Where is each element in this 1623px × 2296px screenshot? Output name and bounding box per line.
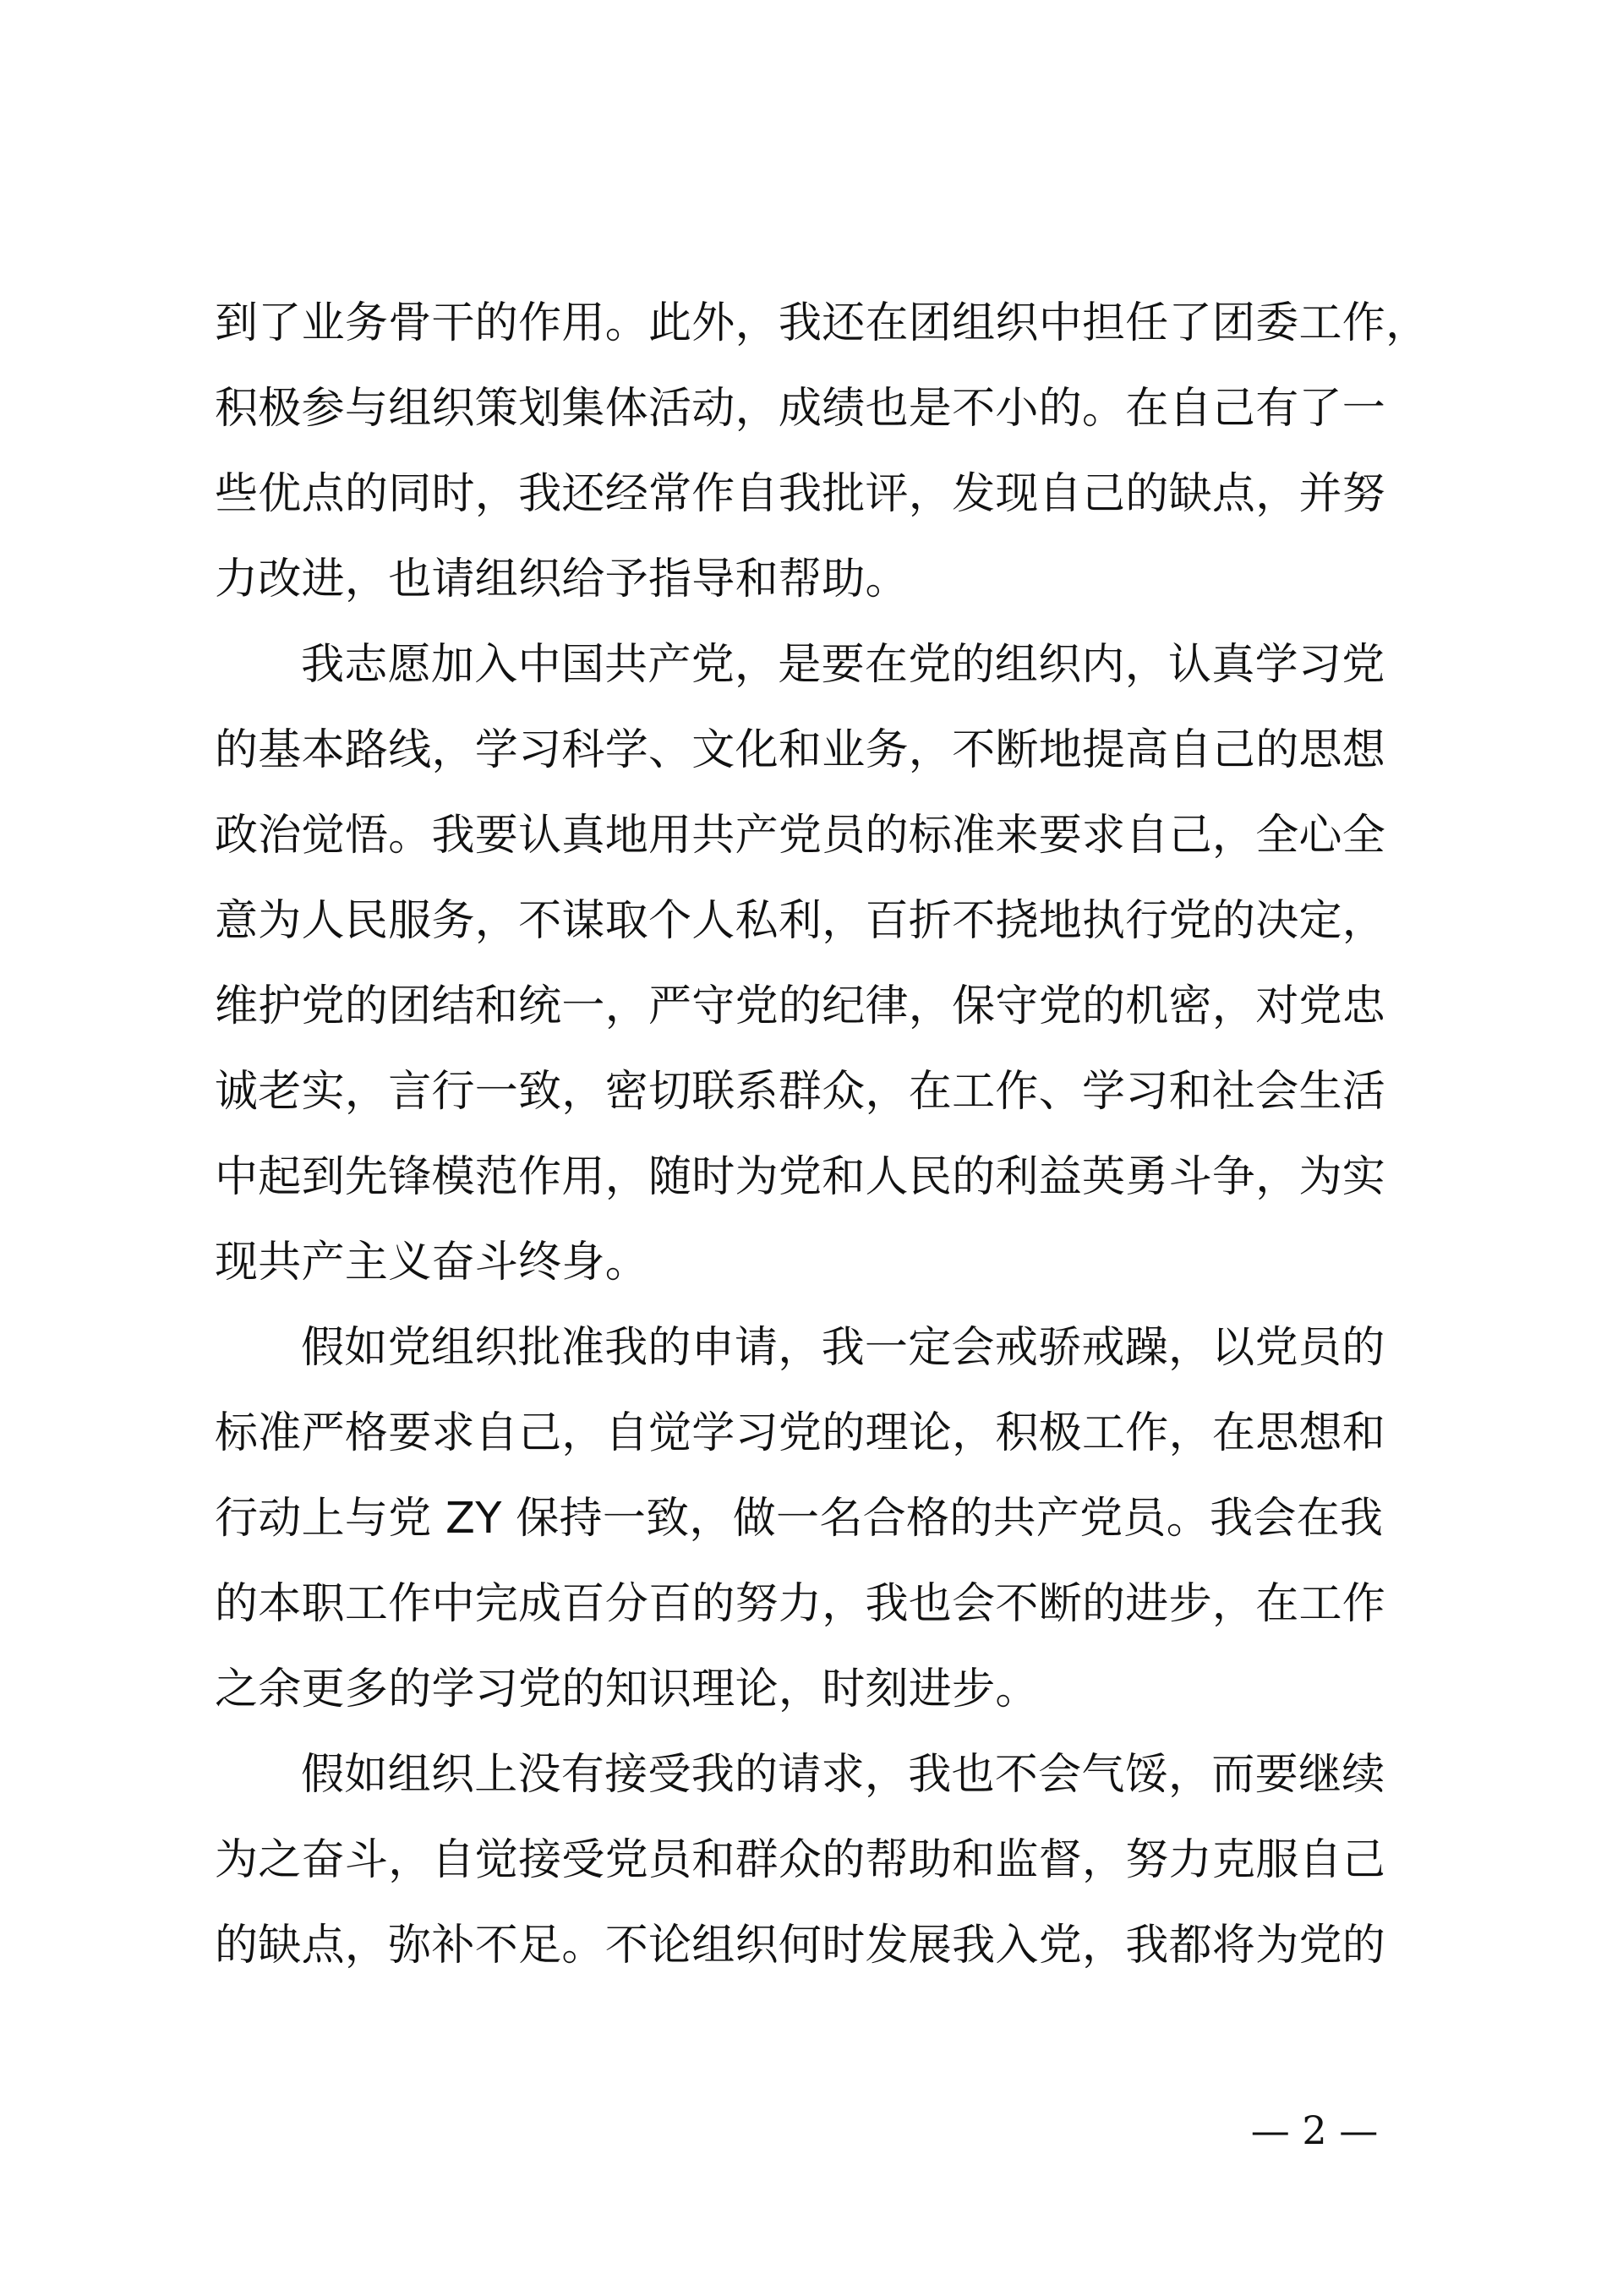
- text-line-7: 政治觉悟。我要认真地用共产党员的标准来要求自己，全心全: [215, 811, 1386, 861]
- text-line-3: 些优点的同时，我还经常作自我批评，发现自己的缺点，并努: [215, 469, 1386, 519]
- text-line-8: 意为人民服务，不谋取个人私利，百折不挠地执行党的决定，: [215, 896, 1386, 946]
- text-line-18: 假如组织上没有接受我的请求，我也不会气馁，而要继续: [301, 1750, 1385, 1800]
- text-line-20: 的缺点，弥补不足。不论组织何时发展我入党，我都将为党的: [215, 1921, 1386, 1971]
- text-line-10: 诚老实，言行一致，密切联系群众，在工作、学习和社会生活: [215, 1067, 1386, 1117]
- text-line-9: 维护党的团结和统一，严守党的纪律，保守党的机密，对党忠: [215, 981, 1386, 1031]
- text-line-13: 假如党组织批准我的申请，我一定会戒骄戒躁，以党员的: [301, 1323, 1385, 1373]
- page-number: — 2 —: [1250, 2107, 1379, 2153]
- text-line-5: 我志愿加入中国共产党，是要在党的组织内，认真学习党: [301, 640, 1385, 690]
- text-line-12: 现共产主义奋斗终身。: [215, 1238, 649, 1287]
- text-line-2: 积极参与组织策划集体活动，成绩也是不小的。在自己有了一: [215, 384, 1386, 434]
- text-line-16: 的本职工作中完成百分百的努力，我也会不断的进步，在工作: [215, 1579, 1386, 1629]
- body-text: [215, 281, 1432, 1988]
- text-line-17: 之余更多的学习党的知识理论，时刻进步。: [215, 1665, 1039, 1714]
- text-line-4: 力改进，也请组织给予指导和帮助。: [215, 555, 909, 604]
- text-line-19: 为之奋斗，自觉接受党员和群众的帮助和监督，努力克服自己: [215, 1835, 1386, 1885]
- text-line-15: 行动上与党 ZY 保持一致，做一名合格的共产党员。我会在我: [215, 1494, 1384, 1544]
- text-line-6: 的基本路线，学习科学、文化和业务，不断地提高自己的思想: [215, 725, 1386, 775]
- text-line-14: 标准严格要求自己，自觉学习党的理论，积极工作，在思想和: [215, 1408, 1386, 1458]
- text-line-11: 中起到先锋模范作用，随时为党和人民的利益英勇斗争，为实: [215, 1152, 1386, 1202]
- text-line-1: 到了业务骨干的作用。此外，我还在团组织中担任了团委工作，: [215, 298, 1429, 348]
